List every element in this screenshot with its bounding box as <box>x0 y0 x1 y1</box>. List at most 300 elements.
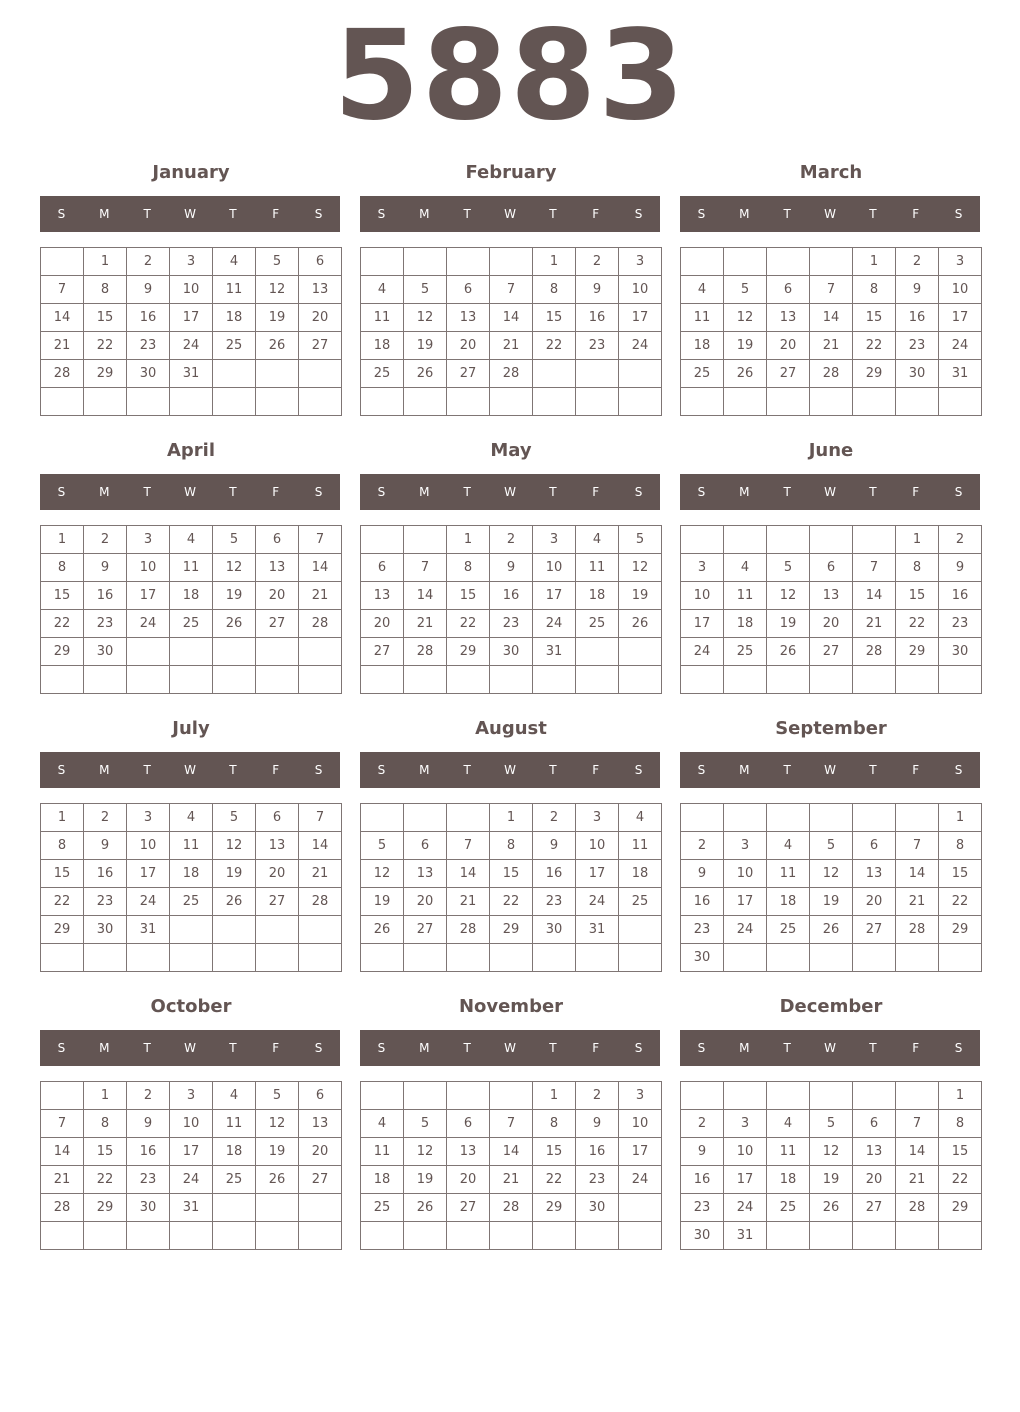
day-cell: 17 <box>127 582 170 610</box>
day-cell: 15 <box>41 582 84 610</box>
day-cell <box>681 666 724 694</box>
day-cell: 18 <box>767 888 810 916</box>
day-cell <box>896 666 939 694</box>
weekday-header <box>40 474 340 510</box>
day-cell: 22 <box>939 888 982 916</box>
day-cell: 12 <box>404 304 447 332</box>
week-row <box>41 526 342 554</box>
day-cell <box>767 388 810 416</box>
week-row <box>41 1166 342 1194</box>
day-cell: 9 <box>681 860 724 888</box>
day-cell <box>447 388 490 416</box>
day-cell <box>213 388 256 416</box>
weekday-label: S <box>697 485 706 499</box>
day-cell <box>404 804 447 832</box>
day-cell: 4 <box>576 526 619 554</box>
day-cell: 3 <box>724 1110 767 1138</box>
day-grid <box>40 247 342 416</box>
week-row <box>41 554 342 582</box>
weekday-label: S <box>697 763 706 777</box>
day-cell: 28 <box>299 610 342 638</box>
day-cell <box>896 944 939 972</box>
day-grid <box>40 525 342 694</box>
day-cell: 2 <box>84 526 127 554</box>
day-cell: 19 <box>213 582 256 610</box>
day-cell <box>299 1222 342 1250</box>
day-cell: 8 <box>84 1110 127 1138</box>
week-row <box>41 638 342 666</box>
day-cell: 13 <box>361 582 404 610</box>
day-cell <box>41 944 84 972</box>
day-cell: 1 <box>853 248 896 276</box>
day-cell: 25 <box>767 916 810 944</box>
week-row <box>361 388 662 416</box>
day-cell: 31 <box>127 916 170 944</box>
day-cell <box>490 388 533 416</box>
day-cell: 17 <box>170 1138 213 1166</box>
weekday-header <box>40 196 340 232</box>
day-cell: 24 <box>576 888 619 916</box>
day-cell: 9 <box>681 1138 724 1166</box>
day-cell: 4 <box>170 804 213 832</box>
day-cell: 1 <box>84 248 127 276</box>
day-cell: 21 <box>404 610 447 638</box>
day-cell: 6 <box>404 832 447 860</box>
day-cell: 13 <box>299 1110 342 1138</box>
day-cell: 4 <box>681 276 724 304</box>
day-cell: 27 <box>767 360 810 388</box>
day-cell <box>490 1222 533 1250</box>
day-cell <box>213 1222 256 1250</box>
week-row <box>41 1138 342 1166</box>
day-cell: 4 <box>724 554 767 582</box>
day-cell: 13 <box>447 1138 490 1166</box>
day-cell: 20 <box>447 332 490 360</box>
day-cell: 28 <box>41 1194 84 1222</box>
day-cell: 21 <box>490 1166 533 1194</box>
day-cell: 30 <box>490 638 533 666</box>
day-cell: 20 <box>810 610 853 638</box>
day-cell: 28 <box>896 1194 939 1222</box>
day-cell: 4 <box>213 1082 256 1110</box>
day-cell <box>724 1082 767 1110</box>
day-cell <box>170 1222 213 1250</box>
weekday-header <box>360 752 660 788</box>
week-row <box>361 276 662 304</box>
day-cell <box>767 526 810 554</box>
day-cell: 18 <box>170 860 213 888</box>
day-grid <box>680 1081 982 1250</box>
day-cell: 20 <box>853 888 896 916</box>
day-cell: 6 <box>767 276 810 304</box>
day-cell <box>853 526 896 554</box>
week-row <box>41 582 342 610</box>
week-row <box>361 1166 662 1194</box>
day-cell: 10 <box>724 1138 767 1166</box>
day-cell: 9 <box>896 276 939 304</box>
day-cell: 28 <box>447 916 490 944</box>
week-row <box>361 804 662 832</box>
day-cell <box>939 944 982 972</box>
month-name: October <box>150 996 232 1017</box>
day-cell <box>896 1222 939 1250</box>
day-cell: 16 <box>576 1138 619 1166</box>
day-cell: 27 <box>853 1194 896 1222</box>
day-cell: 31 <box>576 916 619 944</box>
day-cell: 22 <box>490 888 533 916</box>
day-cell: 29 <box>939 1194 982 1222</box>
day-cell: 16 <box>576 304 619 332</box>
day-cell: 4 <box>361 276 404 304</box>
weekday-label: F <box>912 485 920 499</box>
day-cell: 20 <box>767 332 810 360</box>
day-cell: 30 <box>896 360 939 388</box>
weekday-label: T <box>549 485 557 499</box>
day-cell: 22 <box>41 610 84 638</box>
day-cell <box>256 1194 299 1222</box>
day-cell: 24 <box>533 610 576 638</box>
day-cell: 19 <box>810 888 853 916</box>
day-cell: 2 <box>490 526 533 554</box>
day-cell: 28 <box>41 360 84 388</box>
week-row <box>41 304 342 332</box>
day-cell: 10 <box>576 832 619 860</box>
day-cell: 24 <box>127 888 170 916</box>
day-cell: 1 <box>490 804 533 832</box>
day-cell <box>447 944 490 972</box>
week-row <box>681 304 982 332</box>
day-cell <box>404 526 447 554</box>
week-row <box>41 1194 342 1222</box>
day-cell <box>127 1222 170 1250</box>
day-cell <box>170 388 213 416</box>
month-name: November <box>458 996 564 1017</box>
day-cell: 2 <box>939 526 982 554</box>
day-cell <box>404 388 447 416</box>
weekday-label: S <box>634 763 643 777</box>
day-cell: 14 <box>810 304 853 332</box>
weekday-label: S <box>377 763 386 777</box>
day-cell: 14 <box>299 832 342 860</box>
weekday-label: S <box>377 485 386 499</box>
day-cell: 24 <box>170 332 213 360</box>
day-cell: 5 <box>256 1082 299 1110</box>
month-name: September <box>775 718 887 739</box>
day-cell: 3 <box>619 1082 662 1110</box>
day-cell: 9 <box>576 1110 619 1138</box>
day-cell: 19 <box>361 888 404 916</box>
day-cell: 19 <box>256 1138 299 1166</box>
day-cell: 5 <box>810 1110 853 1138</box>
day-grid <box>360 525 662 694</box>
day-cell: 13 <box>853 860 896 888</box>
day-cell <box>724 944 767 972</box>
week-row <box>361 526 662 554</box>
day-cell <box>619 944 662 972</box>
day-cell: 20 <box>299 304 342 332</box>
day-cell <box>896 388 939 416</box>
day-grid <box>680 247 982 416</box>
day-cell: 24 <box>127 610 170 638</box>
day-cell: 8 <box>533 1110 576 1138</box>
day-cell: 1 <box>84 1082 127 1110</box>
day-cell: 11 <box>724 582 767 610</box>
day-cell <box>619 1222 662 1250</box>
week-row <box>681 944 982 972</box>
year-title: 5883 <box>333 4 687 148</box>
day-cell <box>767 248 810 276</box>
weekday-label: T <box>869 207 877 221</box>
day-cell: 18 <box>681 332 724 360</box>
day-cell <box>256 360 299 388</box>
week-row <box>41 832 342 860</box>
day-cell <box>256 944 299 972</box>
weekday-label: T <box>229 207 237 221</box>
weekday-label: W <box>504 1041 516 1055</box>
week-row <box>361 666 662 694</box>
day-cell: 26 <box>256 332 299 360</box>
day-cell: 7 <box>490 1110 533 1138</box>
day-cell: 22 <box>447 610 490 638</box>
day-cell: 15 <box>41 860 84 888</box>
day-cell: 7 <box>490 276 533 304</box>
day-cell <box>299 916 342 944</box>
day-cell: 12 <box>810 860 853 888</box>
day-cell: 19 <box>810 1166 853 1194</box>
day-cell: 9 <box>127 276 170 304</box>
day-cell: 11 <box>361 1138 404 1166</box>
day-cell <box>127 388 170 416</box>
weekday-label: S <box>57 207 66 221</box>
day-cell <box>619 388 662 416</box>
day-cell: 10 <box>170 276 213 304</box>
weekday-label: S <box>697 207 706 221</box>
weekday-label: T <box>869 763 877 777</box>
day-cell: 27 <box>810 638 853 666</box>
weekday-label: M <box>419 763 430 777</box>
day-cell <box>533 360 576 388</box>
day-cell: 22 <box>84 1166 127 1194</box>
day-cell: 23 <box>576 1166 619 1194</box>
day-cell: 10 <box>939 276 982 304</box>
day-cell: 15 <box>447 582 490 610</box>
day-cell: 16 <box>896 304 939 332</box>
day-cell: 18 <box>213 304 256 332</box>
day-cell <box>810 944 853 972</box>
day-cell: 15 <box>84 304 127 332</box>
day-cell: 23 <box>127 1166 170 1194</box>
day-cell <box>256 638 299 666</box>
day-cell: 29 <box>41 638 84 666</box>
day-cell: 26 <box>404 360 447 388</box>
day-cell <box>576 388 619 416</box>
day-cell <box>447 1082 490 1110</box>
day-cell: 4 <box>767 1110 810 1138</box>
weekday-label: W <box>504 207 516 221</box>
day-cell <box>810 1082 853 1110</box>
day-cell: 4 <box>361 1110 404 1138</box>
day-cell: 23 <box>533 888 576 916</box>
week-row <box>681 248 982 276</box>
day-cell: 1 <box>533 1082 576 1110</box>
day-cell: 25 <box>724 638 767 666</box>
day-cell <box>404 944 447 972</box>
day-cell <box>361 1222 404 1250</box>
day-cell: 29 <box>490 916 533 944</box>
day-cell: 28 <box>299 888 342 916</box>
day-cell <box>299 360 342 388</box>
day-grid <box>40 1081 342 1250</box>
week-row <box>681 804 982 832</box>
week-row <box>361 638 662 666</box>
day-cell: 30 <box>84 916 127 944</box>
day-cell <box>810 666 853 694</box>
day-cell <box>533 1222 576 1250</box>
day-cell: 20 <box>256 582 299 610</box>
day-cell: 8 <box>84 276 127 304</box>
weekday-header <box>680 196 980 232</box>
day-cell <box>256 388 299 416</box>
weekday-label: S <box>377 207 386 221</box>
day-cell: 6 <box>299 1082 342 1110</box>
day-cell: 3 <box>127 804 170 832</box>
day-cell: 19 <box>404 1166 447 1194</box>
weekday-label: M <box>739 763 750 777</box>
day-cell <box>127 944 170 972</box>
day-cell: 19 <box>213 860 256 888</box>
day-cell: 14 <box>490 1138 533 1166</box>
day-cell: 21 <box>41 332 84 360</box>
day-cell: 1 <box>896 526 939 554</box>
day-cell: 13 <box>853 1138 896 1166</box>
weekday-label: M <box>99 1041 110 1055</box>
day-cell <box>299 388 342 416</box>
weekday-label: T <box>463 485 471 499</box>
day-cell: 25 <box>619 888 662 916</box>
day-cell <box>41 666 84 694</box>
day-cell: 2 <box>896 248 939 276</box>
day-cell <box>767 1082 810 1110</box>
day-cell: 9 <box>84 832 127 860</box>
day-cell <box>490 944 533 972</box>
weekday-label: T <box>143 763 151 777</box>
week-row <box>681 582 982 610</box>
day-cell: 27 <box>447 1194 490 1222</box>
month-name: March <box>799 162 863 183</box>
day-cell: 30 <box>681 1222 724 1250</box>
day-cell <box>361 1082 404 1110</box>
weekday-label: F <box>272 485 280 499</box>
day-cell <box>896 1082 939 1110</box>
day-cell: 22 <box>939 1166 982 1194</box>
week-row <box>361 360 662 388</box>
day-cell: 16 <box>84 860 127 888</box>
weekday-label: M <box>99 763 110 777</box>
month-name: June <box>808 440 854 461</box>
day-cell: 27 <box>404 916 447 944</box>
month-name: December <box>779 996 883 1017</box>
day-cell: 29 <box>41 916 84 944</box>
day-cell: 17 <box>681 610 724 638</box>
day-cell <box>490 248 533 276</box>
day-cell: 28 <box>853 638 896 666</box>
day-cell: 9 <box>939 554 982 582</box>
day-cell <box>681 1082 724 1110</box>
day-cell: 30 <box>127 360 170 388</box>
day-cell: 8 <box>41 832 84 860</box>
day-cell: 30 <box>681 944 724 972</box>
day-cell <box>939 666 982 694</box>
day-cell: 22 <box>896 610 939 638</box>
day-cell <box>361 804 404 832</box>
week-row <box>361 1110 662 1138</box>
weekday-label: S <box>57 763 66 777</box>
day-cell: 6 <box>299 248 342 276</box>
day-cell: 17 <box>619 1138 662 1166</box>
day-cell: 14 <box>299 554 342 582</box>
day-cell <box>576 944 619 972</box>
day-cell: 11 <box>213 1110 256 1138</box>
day-cell: 25 <box>170 888 213 916</box>
weekday-label: T <box>783 763 791 777</box>
day-cell: 15 <box>490 860 533 888</box>
day-cell: 15 <box>896 582 939 610</box>
day-cell: 5 <box>810 832 853 860</box>
week-row <box>41 944 342 972</box>
day-cell: 3 <box>127 526 170 554</box>
day-cell: 9 <box>533 832 576 860</box>
day-cell <box>810 1222 853 1250</box>
weekday-label: S <box>954 207 963 221</box>
week-row <box>681 610 982 638</box>
day-cell <box>213 944 256 972</box>
day-cell <box>361 526 404 554</box>
day-cell: 29 <box>853 360 896 388</box>
day-cell: 20 <box>256 860 299 888</box>
day-cell: 21 <box>299 582 342 610</box>
day-cell <box>576 1222 619 1250</box>
day-cell: 25 <box>361 360 404 388</box>
day-cell: 3 <box>170 1082 213 1110</box>
day-cell: 17 <box>127 860 170 888</box>
day-cell: 20 <box>853 1166 896 1194</box>
day-cell <box>299 944 342 972</box>
day-cell: 13 <box>256 554 299 582</box>
day-cell: 7 <box>299 804 342 832</box>
day-cell <box>256 1222 299 1250</box>
weekday-header <box>40 752 340 788</box>
day-cell <box>299 638 342 666</box>
day-cell: 27 <box>853 916 896 944</box>
week-row <box>361 610 662 638</box>
day-cell <box>447 1222 490 1250</box>
day-cell: 17 <box>939 304 982 332</box>
day-cell: 11 <box>681 304 724 332</box>
day-cell: 4 <box>213 248 256 276</box>
day-cell: 28 <box>896 916 939 944</box>
day-cell: 17 <box>170 304 213 332</box>
day-cell: 25 <box>361 1194 404 1222</box>
day-cell <box>767 944 810 972</box>
day-cell <box>170 916 213 944</box>
day-cell: 20 <box>361 610 404 638</box>
day-grid <box>40 803 342 972</box>
week-row <box>41 332 342 360</box>
day-cell: 10 <box>533 554 576 582</box>
day-cell: 1 <box>533 248 576 276</box>
day-cell: 21 <box>810 332 853 360</box>
weekday-label: S <box>314 1041 323 1055</box>
